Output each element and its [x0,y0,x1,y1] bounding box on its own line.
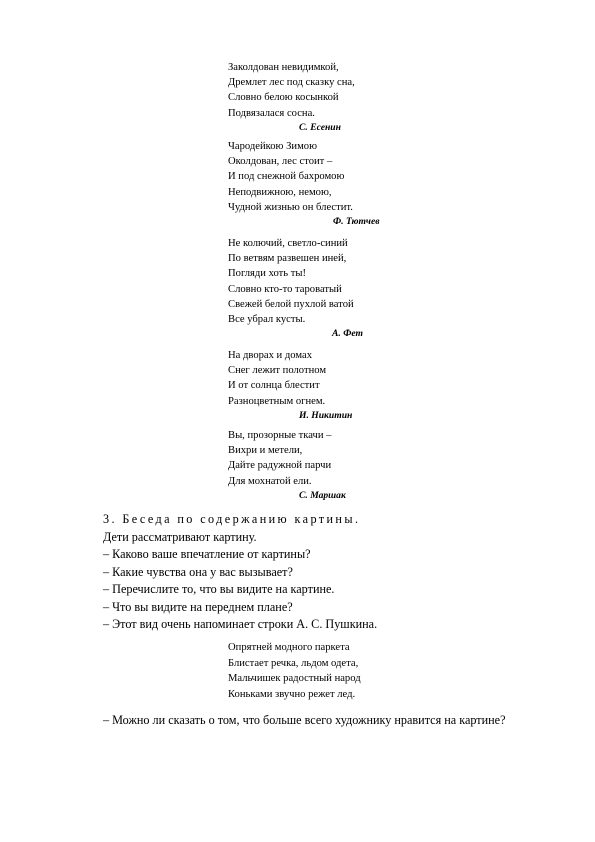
question-line: – Этот вид очень напоминает строки А. С. Пушкина. [103,617,378,631]
poem-line: Заколдован невидимкой, [228,62,339,73]
poem-line: Блистает речка, льдом одета, [228,657,359,669]
poem-pushkin [228,640,408,702]
poem-line: Вихри и метели, [228,445,303,457]
poem-marshak [228,428,408,503]
poem-line: Коньками звучно режет лед. [228,688,356,700]
section-heading: 3. Беседа по содержанию картины. [103,512,361,526]
poem-line: Опрятней модного паркета [228,642,350,653]
poem-line: Подвязалася сосна. [228,107,315,119]
poem-line: Дайте радужной парчи [228,460,332,472]
poem-tyutchev [228,139,408,229]
poem-line: Словно белою косынкой [228,92,339,104]
poem-line: Вы, прозорные ткачи – [228,430,332,441]
poem-line: По ветвям развешен иней, [228,253,347,265]
poem-line: Для мохнатой ели. [228,475,312,487]
question-line: – Каково ваше впечатление от картины? [103,547,311,561]
poem-line: Чародейкою Зимою [228,141,317,152]
poem-line: И под снежной бахромою [228,171,345,183]
poem-line: Погляди хоть ты! [228,268,307,280]
poem-author: Ф. Тютчев [333,215,380,227]
poem-author: И. Никитин [299,409,353,421]
poem-line: Все убрал кусты. [228,313,306,325]
poem-line: Снег лежит полотном [228,365,327,377]
poem-fet [228,236,408,341]
poem-line: Словно кто-то тароватый [228,283,342,295]
poem-line: Свежей белой пухлой ватой [228,298,354,310]
poem-line: Дремлет лес под сказку сна, [228,77,355,89]
poem-line: На дворах и домах [228,350,312,361]
question-line: – Какие чувства она у вас вызывает? [103,564,293,579]
poem-author: С. Есенин [299,121,341,133]
closing-question: – Можно ли сказать о том, что больше всего художнику нравится на картине? [103,713,506,727]
poem-esenin [228,60,408,135]
question-line: – Перечислите то, что вы видите на картине. [103,582,335,596]
poem-author: С. Маршак [299,489,346,501]
poem-line: И от солнца блестит [228,380,320,392]
conversation-section [103,511,563,634]
section-line: Дети рассматривают картину. [103,529,257,544]
poem-line: Околдован, лес стоит – [228,156,333,168]
poem-line: Мальчишек радостный народ [228,673,361,685]
poem-author: А. Фет [332,328,363,340]
poem-nikitin [228,348,408,423]
poem-line: Неподвижною, немою, [228,186,332,198]
poem-line: Чудной жизнью он блестит. [228,201,353,213]
poem-line: Разноцветным огнем. [228,395,326,407]
poem-line: Не колючий, светло-синий [228,238,348,249]
question-line: – Что вы видите на переднем плане? [103,599,293,614]
